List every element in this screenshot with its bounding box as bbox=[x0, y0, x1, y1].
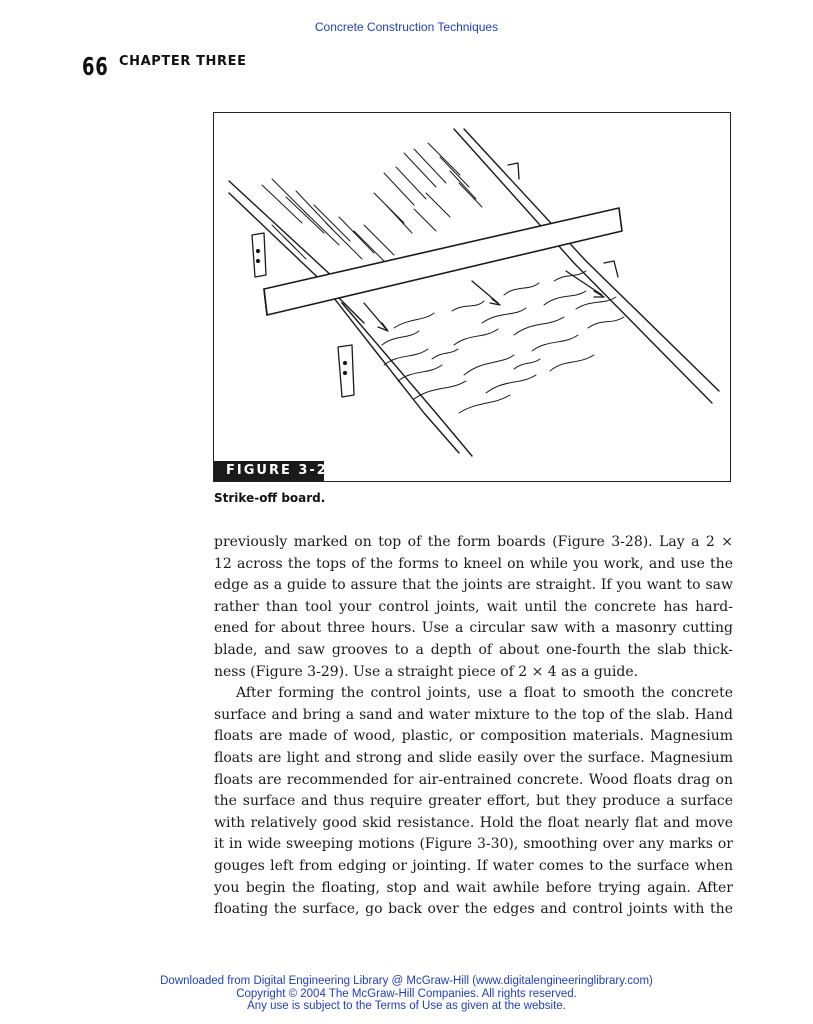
text-line: floats are made of wood, plastic, or composition materials. Magnesium bbox=[214, 728, 733, 745]
text-line: you begin the floating, stop and wait awhile before trying again. After bbox=[214, 879, 733, 896]
terms-of-use-notice[interactable]: Any use is subject to the Terms of Use as given at the website. bbox=[247, 1000, 566, 1012]
text-line: the surface and thus require greater effort, but they produce a surface bbox=[214, 793, 733, 810]
page-number: 66 bbox=[82, 52, 109, 81]
figure-caption: Strike-off board. bbox=[214, 491, 326, 505]
download-source-link[interactable]: Downloaded from Digital Engineering Library @ McGraw-Hill (www.digitalengineeringlibrary.com) bbox=[160, 975, 653, 987]
struck-surface-hatch bbox=[262, 143, 482, 263]
copyright-notice: Copyright © 2004 The McGraw-Hill Companies. All rights reserved. bbox=[236, 987, 577, 1000]
chapter-heading: CHAPTER THREE bbox=[119, 54, 247, 69]
body-text bbox=[214, 532, 733, 921]
text-line: floating the surface, go back over the edges and control joints with the bbox=[214, 901, 733, 918]
text-line: floats are light and strong and slide easily over the surface. Magnesium bbox=[214, 749, 733, 766]
figure-3-24 bbox=[213, 112, 731, 482]
text-line: surface and bring a sand and water mixture to the top of the slab. Hand bbox=[214, 706, 733, 723]
text-line: blade, and saw grooves to a depth of about one-fourth the slab thick- bbox=[214, 641, 733, 658]
text-line: with relatively good skid resistance. Hold the float nearly flat and move bbox=[214, 814, 733, 831]
paragraph-start-line: After forming the control joints, use a float to smooth the concrete bbox=[236, 685, 733, 702]
copyright-footer bbox=[0, 975, 813, 1013]
text-line: ened for about three hours. Use a circular saw with a masonry cutting bbox=[214, 620, 733, 637]
text-line: rather than tool your control joints, wait until the concrete has hard- bbox=[214, 598, 733, 615]
text-line: previously marked on top of the form boards (Figure 3-28). Lay a 2 × bbox=[214, 534, 733, 550]
strike-off-board-illustration bbox=[214, 113, 731, 482]
source-link[interactable]: Concrete Construction Techniques bbox=[314, 20, 499, 34]
text-line: ness (Figure 3-29). Use a straight piece of 2 × 4 as a guide. bbox=[214, 663, 639, 680]
text-line: edge as a guide to assure that the joints are straight. If you want to saw bbox=[214, 577, 733, 594]
text-line: gouges left from edging or jointing. If water comes to the surface when bbox=[214, 857, 733, 874]
text-line: floats are recommended for air-entrained concrete. Wood floats drag on bbox=[214, 771, 733, 788]
figure-label: FIGURE 3-24 bbox=[214, 461, 324, 481]
left-form-board bbox=[229, 181, 472, 456]
text-line: 12 across the tops of the forms to kneel on while you work, and use the bbox=[214, 555, 733, 572]
text-line: it in wide sweeping motions (Figure 3-30), smoothing over any marks or bbox=[214, 836, 733, 853]
